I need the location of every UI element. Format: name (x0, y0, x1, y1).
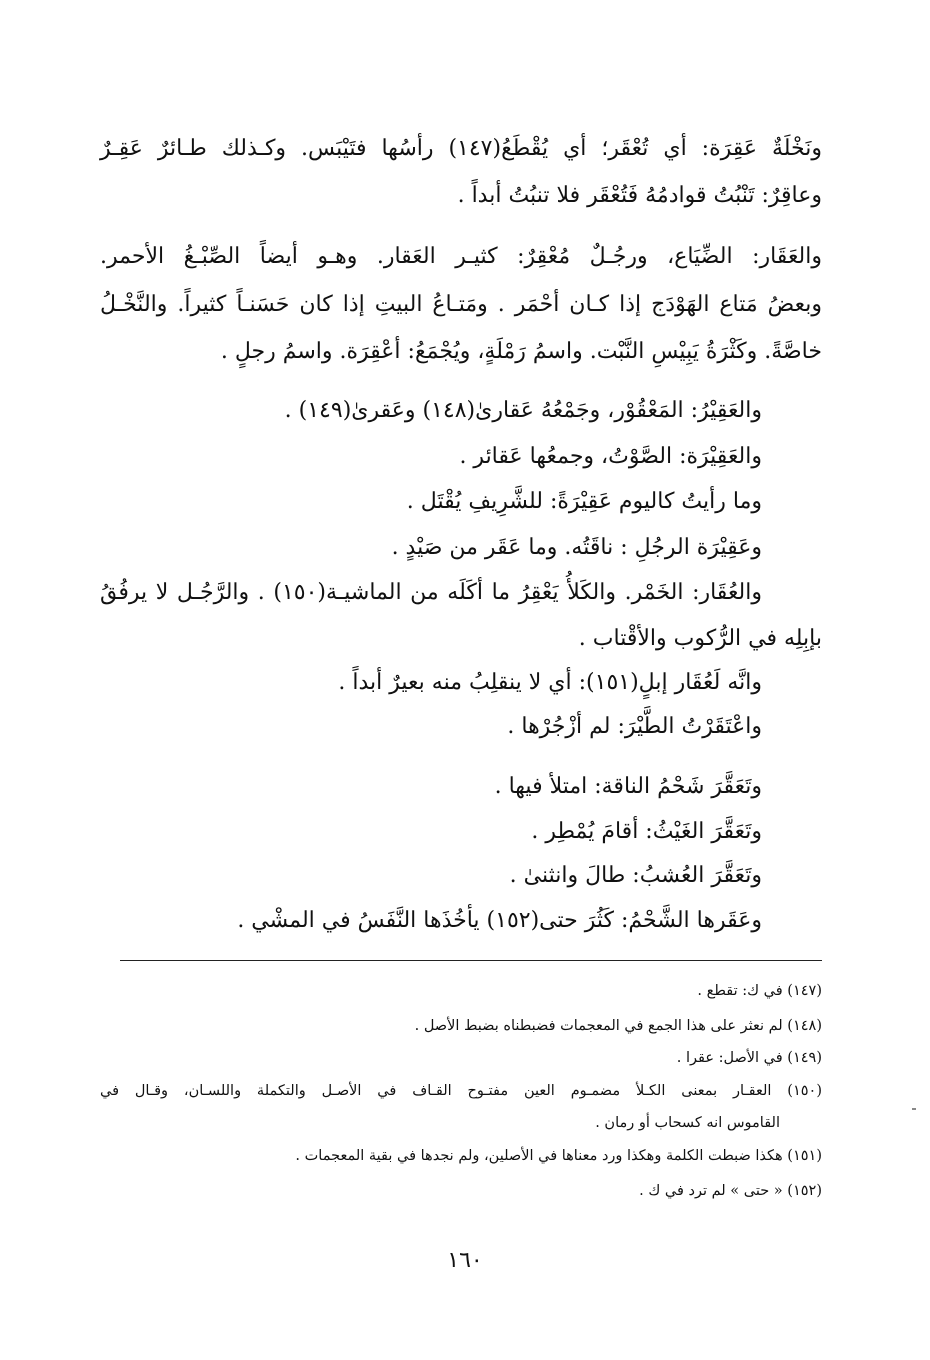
text-line: بإبِلِه في الرُّكوب والأقْتاب . (578, 626, 822, 651)
text-line: وعَقَرها الشَّحْمُ: كَثُرَ حتى(١٥٢) يأخُذَها النَّفَسُ في المشْي . (237, 908, 762, 933)
text-line: والعَقِيْرُ: المَعْقُوْر، وجَمْعُهُ عَقارىٰ(١٤٨) وعَقرىٰ(١٤٩) . (284, 398, 762, 423)
text-line: والعَقَار: الضِّيَاع، ورجُـلٌ مُعْقِرٌ: كثيـر العَقار. وهـو أيضاً الصِّبْـغُ الأحمر. (100, 244, 822, 269)
page-number: ١٦٠ (447, 1248, 483, 1273)
footnote: (١٤٩) في الأصل: عقرا . (676, 1050, 822, 1066)
text-line: وانَّه لَعُقَار إبلٍ(١٥١): أي لا ينقلِبُ منه بعيرٌ أبداً . (338, 670, 762, 695)
footnote-separator (120, 960, 822, 961)
text-line: وعاقِرٌ: تَنْبُتُ قوادمُهُ فَتُعْقَر فلا تنبُتُ أبداً . (457, 183, 822, 208)
text-line: وتَعَقَّرَ العُشبُ: طالَ وانثنىٰ . (509, 863, 762, 888)
footnote: (١٥٠) العقـار بمعنى الكـلأ مضمـوم العين مفتـوح القـاف في الأصـل والتكملة واللسـان، وقـال في (100, 1083, 822, 1099)
text-line: وبعضُ مَتاع الهَوْدَج إذا كـان أحْمَر . ومَتـاعُ البيتِ إذا كان حَسَنـاً كثيراً. والنَّخْـلُ (100, 292, 822, 317)
text-line: واعْتَقَرْتُ الطَّيْرَ: لم أزْجُرْها . (507, 714, 762, 739)
footnote: (١٤٨) لم نعثر على هذا الجمع في المعجمات فضبطناه بضبط الأصل . (414, 1018, 822, 1034)
footnote-continuation: القاموس انه كسحاب أو رمان . (595, 1115, 780, 1131)
footnote: (١٤٧) في ك: تقطع . (697, 983, 822, 999)
text-line: وتَعَقَّرَ شَحْمُ الناقة: امتلأ فيها . (494, 774, 762, 799)
text-line: وما رأيتُ كاليوم عَقِيْرَةً: للشَّرِيفِ يُقْتَل . (406, 489, 762, 514)
text-line: وعَقِيْرَة الرجُلِ : ناقَتُه. وما عَقَر من صَيْدٍ . (391, 535, 762, 560)
text-line: خاصَّةً. وكَثْرَةُ يَبِيْسِ النَّبْت. واسمُ رَمْلَةٍ، ويُجْمَعُ: أعْقِرَة. واسمُ رجلٍ . (220, 339, 822, 364)
text-line: والعُقَار: الخَمْر. والكَلأُ يَعْقِرُ ما أكَلَه من الماشيـة(١٥٠) . والرَّجُـل لا يرفُقُ (100, 580, 762, 605)
scan-speck (912, 1108, 916, 1110)
footnote: (١٥١) هكذا ضبطت الكلمة وهكذا ورد معناها في الأصلين، ولم نجدها في بقية المعجمات . (295, 1148, 822, 1164)
footnote: (١٥٢) « حتى » لم ترد في ك . (639, 1183, 822, 1199)
text-line: وتَعَقَّرَ الغَيْثُ: أقامَ يُمْطِر . (531, 819, 762, 844)
text-line: ونَخْلَةٌ عَقِرَة: أي تُعْقَر؛ أي يُقْطَعُ(١٤٧) رأسُها فتَيْبَس. وكـذلك طـائرٌ عَقِـرٌ (100, 136, 822, 161)
text-line: والعَقِيْرَة: الصَّوْتُ، وجمعُها عَقائر . (459, 444, 762, 469)
